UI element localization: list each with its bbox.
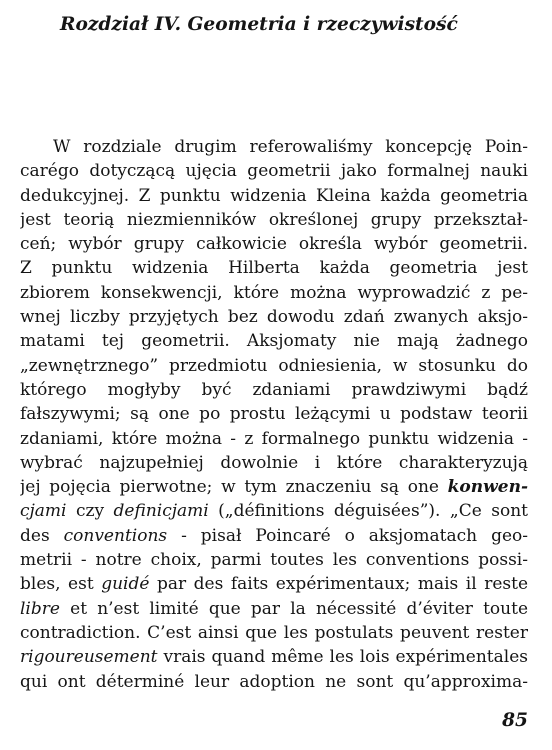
text-line bbox=[20, 645, 528, 669]
italic-term: conventions bbox=[63, 525, 168, 546]
text-segment: qui ont déterminé leur adoption ne sont qu’approxima- bbox=[20, 671, 528, 692]
text-segment: - pisał Poincaré o aksjomatach geo- bbox=[167, 525, 528, 546]
text-segment: dedukcyjnej. Z punktu widzenia Kleina każda geometria bbox=[20, 185, 528, 206]
text-segment: zdaniami, które można - z formalnego punktu widzenia - bbox=[20, 428, 528, 449]
text-segment: Z punktu widzenia Hilberta każda geometria jest bbox=[20, 258, 528, 279]
italic-term: definicjami bbox=[113, 501, 209, 522]
text-segment: jej pojęcia pierwotne; w tym znaczeniu są one bbox=[20, 477, 448, 498]
text-line bbox=[20, 256, 528, 280]
text-line bbox=[20, 524, 528, 548]
italic-term: cjami bbox=[20, 501, 67, 522]
text-segment: matami tej geometrii. Aksjomaty nie mają żadnego bbox=[20, 331, 528, 352]
text-line bbox=[20, 184, 528, 208]
text-line bbox=[20, 670, 528, 694]
bold-italic-term: konwen- bbox=[447, 477, 528, 498]
text-line bbox=[20, 621, 528, 645]
text-line bbox=[20, 305, 528, 329]
text-line bbox=[20, 232, 528, 256]
text-segment: carégo dotyczącą ujęcia geometrii jako formalnej nauki bbox=[20, 161, 528, 182]
italic-term: rigoureusement bbox=[20, 647, 158, 668]
page-number: 85 bbox=[502, 710, 528, 731]
text-line bbox=[20, 354, 528, 378]
text-segment: contradiction. C’est ainsi que les postulats peuvent rester bbox=[20, 622, 528, 643]
text-line bbox=[20, 499, 528, 523]
italic-term: guidé bbox=[101, 574, 150, 595]
text-line bbox=[20, 597, 528, 621]
text-line bbox=[20, 281, 528, 305]
text-line bbox=[20, 548, 528, 572]
text-line bbox=[20, 402, 528, 426]
text-line bbox=[20, 475, 528, 499]
text-segment: którego mogłyby być zdaniami prawdziwymi bądź bbox=[20, 379, 528, 400]
text-segment: zbiorem konsekwencji, które można wyprowadzić z pe- bbox=[20, 282, 528, 303]
text-segment: wnej liczby przyjętych bez dowodu zdań zwanych aksjo- bbox=[20, 307, 528, 328]
text-line bbox=[20, 329, 528, 353]
text-line bbox=[20, 159, 528, 183]
text-segment: par des faits expérimentaux; mais il reste bbox=[149, 574, 528, 595]
text-line bbox=[20, 208, 528, 232]
text-line bbox=[20, 451, 528, 475]
text-segment: metrii - notre choix, parmi toutes les conventions possi- bbox=[20, 550, 528, 571]
text-segment: fałszywymi; są one po prostu leżącymi u podstaw teorii bbox=[20, 404, 528, 425]
body-paragraph bbox=[20, 135, 528, 710]
text-segment: jest teorią niezmienników określonej grupy przekształ- bbox=[20, 209, 528, 230]
text-line bbox=[20, 572, 528, 596]
text-segment: czy bbox=[66, 501, 114, 522]
text-segment: bles, est bbox=[20, 574, 102, 595]
text-segment: wybrać najzupełniej dowolnie i które charakteryzują bbox=[20, 452, 528, 473]
text-segment: W rozdziale drugim referowaliśmy koncepcję Poin- bbox=[53, 137, 528, 157]
text-segment: („définitions déguisées”). „Ce sont bbox=[208, 501, 528, 522]
text-line bbox=[20, 378, 528, 402]
italic-term: libre bbox=[20, 598, 60, 619]
text-segment: „zewnętrznego” przedmiotu odniesienia, w stosunku do bbox=[20, 355, 528, 376]
text-line bbox=[20, 135, 528, 159]
text-segment: vrais quand même les lois expérimentales bbox=[157, 647, 528, 668]
text-segment: des bbox=[20, 525, 64, 546]
text-line bbox=[20, 427, 528, 451]
text-segment: ceń; wybór grupy całkowicie określa wybór geometrii. bbox=[20, 234, 528, 255]
running-head-chapter-title: Rozdział IV. Geometria i rzeczywistość bbox=[60, 14, 458, 35]
text-segment: et n’est limité que par la nécessité d’éviter toute bbox=[59, 598, 528, 619]
